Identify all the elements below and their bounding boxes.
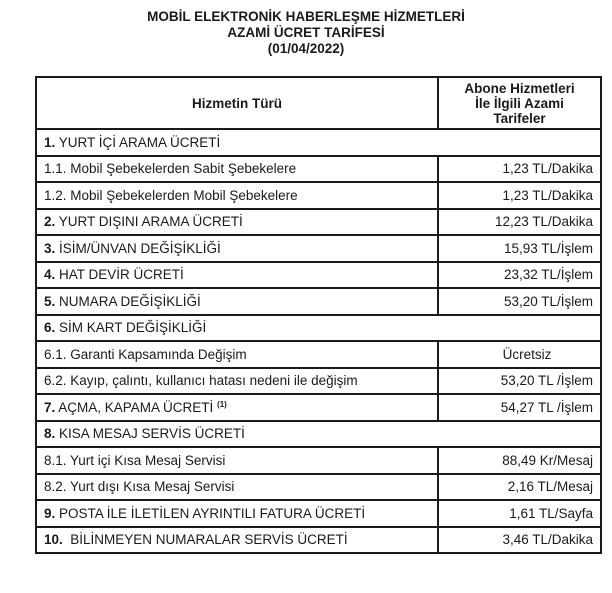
tariff-value: 3,46 TL/Dakika [438,527,601,554]
table-header-row [36,77,601,129]
table-row [36,474,601,501]
service-label: 3. İSİM/ÜNVAN DEĞİŞİKLİĞİ [36,235,438,262]
service-label: 1.1. Mobil Şebekelerden Sabit Şebekelere [36,156,438,183]
table-row-section [36,315,601,342]
tariff-value: 53,20 TL /İşlem [438,368,601,395]
table-row [36,182,601,209]
table-row [36,209,601,236]
table-row [36,447,601,474]
tariff-value: 2,16 TL/Mesaj [438,474,601,501]
service-label: 9. POSTA İLE İLETİLEN AYRINTILI FATURA ÜCRETİ [36,500,438,527]
header-service-type: Hizmetin Türü [36,77,438,129]
service-label: 8.1. Yurt içi Kısa Mesaj Servisi [36,447,438,474]
table-row [36,235,601,262]
service-label: 6.2. Kayıp, çalıntı, kullanıcı hatası nedeni ile değişim [36,368,438,395]
title-line-1: MOBİL ELEKTRONİK HABERLEŞME HİZMETLERİ [147,9,465,24]
tariff-table [35,76,602,554]
footnote-marker: (1) [217,399,227,409]
service-label: 5. NUMARA DEĞİŞİKLİĞİ [36,288,438,315]
table-row [36,288,601,315]
tariff-value: 88,49 Kr/Mesaj [438,447,601,474]
table-row-section [36,421,601,448]
table-row [36,500,601,527]
table-row [36,394,601,421]
tariff-value: 53,20 TL/İşlem [438,288,601,315]
service-label: 6.1. Garanti Kapsamında Değişim [36,341,438,368]
section-label: 6. SİM KART DEĞİŞİKLİĞİ [36,315,601,342]
service-label: 8.2. Yurt dışı Kısa Mesaj Servisi [36,474,438,501]
tariff-value: 12,23 TL/Dakika [438,209,601,236]
section-label: 8. KISA MESAJ SERVİS ÜCRETİ [36,421,601,448]
table-row [36,368,601,395]
tariff-value: 1,61 TL/Sayfa [438,500,601,527]
tariff-value: 1,23 TL/Dakika [438,156,601,183]
table-row [36,156,601,183]
tariff-value: 15,93 TL/İşlem [438,235,601,262]
table-row [36,262,601,289]
title-date: (01/04/2022) [267,41,345,56]
tariff-value: Ücretsiz [438,341,601,368]
table-row [36,527,601,554]
document-title [0,9,612,57]
tariff-value: 54,27 TL /İşlem [438,394,601,421]
table-row [36,341,601,368]
service-label: 10. BİLİNMEYEN NUMARALAR SERVİS ÜCRETİ [36,527,438,554]
service-label: 7. AÇMA, KAPAMA ÜCRETİ $^{(1)}$ [36,394,438,421]
service-label: 1.2. Mobil Şebekelerden Mobil Şebekelere [36,182,438,209]
header-max-tariffs: Abone Hizmetleri İle İlgili Azami Tarifeler [438,77,601,129]
service-label: 4. HAT DEVİR ÜCRETİ [36,262,438,289]
service-label: 2. YURT DIŞINI ARAMA ÜCRETİ [36,209,438,236]
tariff-value: 23,32 TL/İşlem [438,262,601,289]
table-row-section [36,129,601,156]
section-label: 1. YURT İÇİ ARAMA ÜCRETİ [36,129,601,156]
tariff-value: 1,23 TL/Dakika [438,182,601,209]
title-line-2: AZAMİ ÜCRET TARİFESİ [227,25,385,40]
